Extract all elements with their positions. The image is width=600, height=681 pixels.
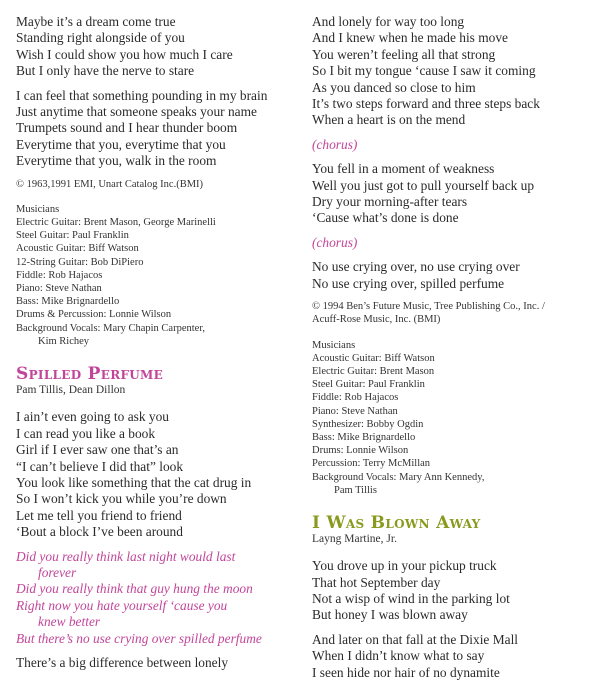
verse-5: And lonely for way too long And I knew when he made his move You weren’t feeling all that strong So I bit my tongue ‘cause I saw it coming As you danced so close to him It’s two steps forward and three steps back When a heart is on the mend [312,14,540,128]
chorus-line: Did you really think last night would last [16,548,236,564]
left-column [16,14,294,671]
chorus-line: knew better [38,614,101,630]
chorus-marker: (chorus) [312,136,358,152]
verse-7: No use crying over, no use crying over No use crying over, spilled perfume [312,259,520,291]
song-writers: Pam Tillis, Dean Dillon [16,384,126,397]
musicians-heading: Musicians [312,339,356,351]
verse-4: There’s a big difference between lonely [16,654,229,670]
musicians-list: Acoustic Guitar: Biff Watson Electric Guitar: Brent Mason Steel Guitar: Paul Franklin Fiddle: Rob Hajacos Piano: Steve Nathan Synthesizer: Bobby Ogdin Bass: Mike Brignardello Drums: Lonnie Wilson Percussion: Terry McMillan Background Vocals: Mary Ann Kennedy, [312,352,485,483]
verse-6: You fell in a moment of weakness Well you just got to pull yourself back up Dry your morning-after tears ‘Cause what’s done is done [312,161,535,226]
chorus-line: forever [38,564,77,580]
musicians-list: Electric Guitar: Brent Mason, George Marinelli Steel Guitar: Paul Franklin Acoustic Guitar: Biff Watson 12-String Guitar: Bob DiPiero Fiddle: Rob Hajacos Piano: Steve Nathan Bass: Mike Brignardello Drums & Percussion: Lonnie Wilson Background Vocals: Mary Chapin Carpenter, [16,217,216,334]
chorus-block [16,549,294,647]
musicians-heading: Musicians [16,203,60,215]
song-title: I Was Blown Away [312,512,481,533]
verse-8: You drove up in your pickup truck That hot September day Not a wisp of wind in the parking lot But honey I was blown away [312,558,510,623]
copyright-text: © 1963,1991 EMI, Unart Catalog Inc.(BMI) [16,178,204,190]
copyright-text: © 1994 Ben’s Future Music, Tree Publishing Co., Inc. / Acuff-Rose Music, Inc. (BMI) [312,301,545,326]
song-title: Spilled Perfume [16,364,164,385]
song-writers: Layng Martine, Jr. [312,532,397,545]
verse-1: Maybe it’s a dream come true Standing right alongside of you Wish I could show you how much I care But I only have the nerve to stare [16,14,233,79]
chorus-line: Did you really think that guy hung the moon [16,581,253,597]
chorus-line: But there’s no use crying over spilled perfume [16,630,262,646]
verse-2: I can feel that something pounding in my brain Just anytime that someone speaks your name Trumpets sound and I hear thunder boom Everytime that you, everytime that you Everytime that you, walk in the room [16,87,268,169]
right-column [312,14,592,681]
verse-3: I ain’t even going to ask you I can read you like a book Girl if I ever saw one that’s an “I can’t believe I did that” look You look like something that the cat drug in So I won’t kick you while you’re down Let me tell you friend to friend ‘Bout a block I’ve been around [16,409,252,540]
musicians-list-cont: Kim Richey [38,335,90,347]
musicians-list-cont: Pam Tillis [334,484,377,496]
verse-9: And later on that fall at the Dixie Mall When I didn’t know what to say I seen hide nor hair of no dynamite [312,631,519,680]
chorus-line: Right now you hate yourself ‘cause you [16,597,228,613]
chorus-marker: (chorus) [312,234,358,250]
